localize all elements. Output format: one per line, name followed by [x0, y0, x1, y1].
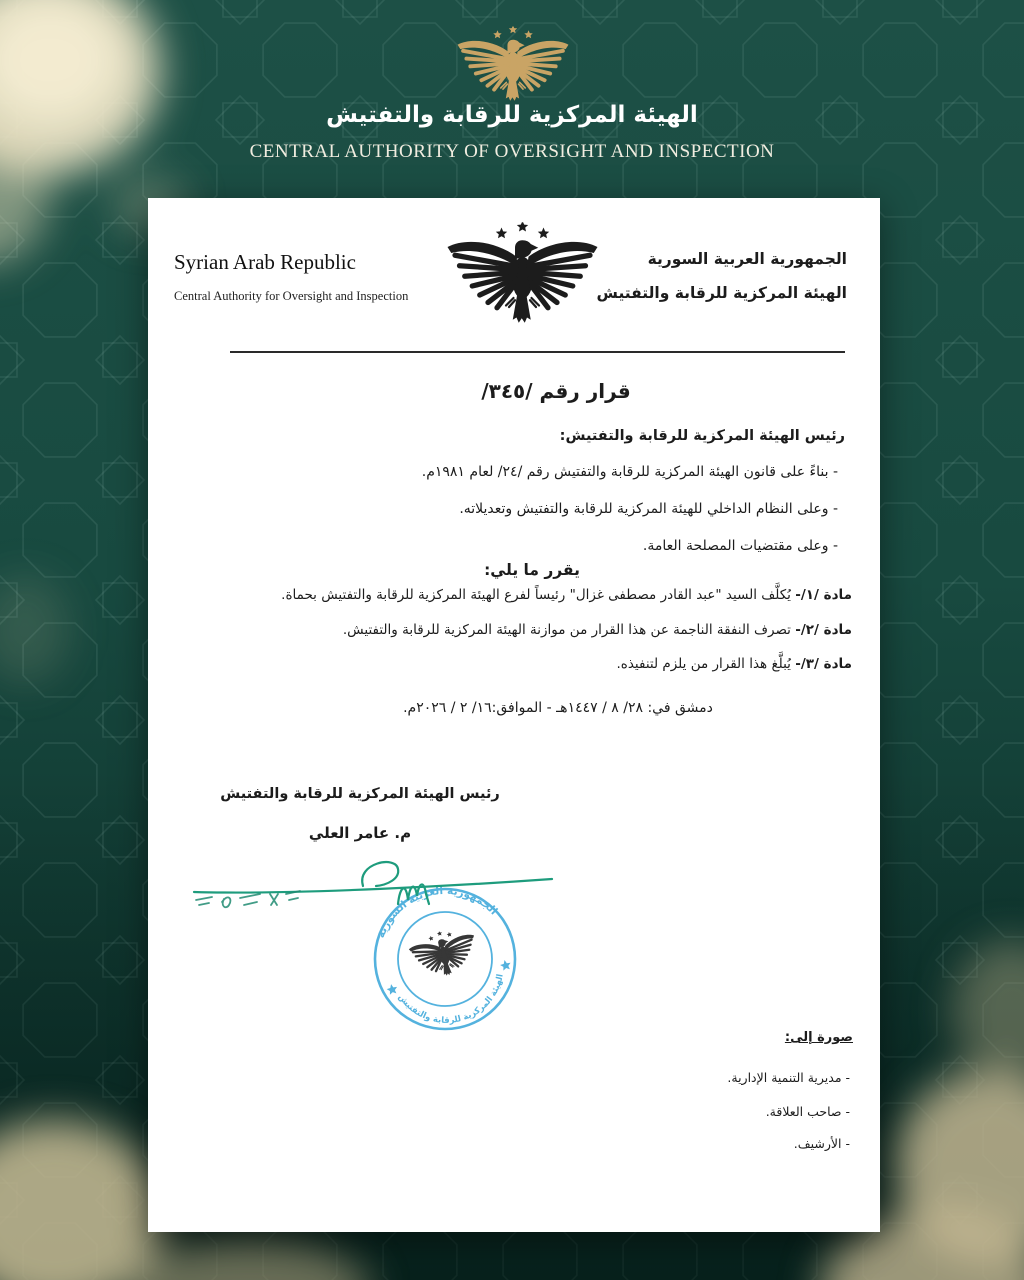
banner-org-name-arabic: الهيئة المركزية للرقابة والتفتيش: [326, 102, 698, 128]
article-label: مادة /٢/-: [795, 622, 852, 638]
signatory-name: م. عامر العلي: [308, 824, 412, 842]
article-row: [281, 587, 852, 603]
preamble-item: - وعلى مقتضيات المصلحة العامة.: [642, 538, 838, 554]
banner-eagle-icon: [452, 26, 574, 110]
article-text: تصرف النفقة الناجمة عن هذا القرار من موازنة الهيئة المركزية للرقابة والتفتيش.: [342, 622, 791, 638]
copies-item: - صاحب العلاقة.: [765, 1104, 850, 1119]
stamp-top-text: الجمهورية العربية السورية: [374, 884, 500, 940]
preamble-item: - وعلى النظام الداخلي للهيئة المركزية للرقابة والتفتيش وتعديلاته.: [459, 501, 838, 517]
letterhead-divider: [230, 351, 845, 353]
signature-scribble: [178, 848, 578, 943]
decision-title: قرار رقم /٣٤٥/: [481, 379, 631, 403]
copies-heading: صورة إلى:: [784, 1030, 853, 1045]
copies-item: - الأرشيف.: [793, 1136, 850, 1151]
letterhead-country-en: Syrian Arab Republic: [174, 250, 356, 274]
letterhead-org-en: Central Authority for Oversight and Inspection: [174, 289, 409, 303]
letterhead-right-block: [597, 242, 847, 310]
decree-intro: يقرر ما يلي:: [484, 561, 580, 579]
preamble-item: - بناءً على قانون الهيئة المركزية للرقابة والتفتيش رقم /٢٤/ لعام ١٩٨١م.: [421, 464, 838, 480]
date-line: دمشق في: ٢٨/ ٨ / ١٤٤٧هـ - الموافق:١٦/ ٢ / ٢٠٢٦م.: [403, 700, 713, 716]
banner-org-name-english: CENTRAL AUTHORITY OF OVERSIGHT AND INSPECTION: [249, 141, 775, 162]
letterhead-eagle-icon: [440, 222, 605, 335]
signature-block: [178, 786, 542, 842]
article-label: مادة /١/-: [795, 587, 852, 603]
letterhead-left-block: [174, 250, 474, 304]
svg-text:الهيئة المركزية للرقابة والتفت: [395, 971, 514, 1036]
letterhead-org-ar: الهيئة المركزية للرقابة والتفتيش: [596, 284, 847, 302]
article-text: يُكلَّف السيد "عبد القادر مصطفى غزال" رئيساً لفرع الهيئة المركزية للرقابة والتفتيش بحماة.: [281, 587, 791, 603]
signatory-title: رئيس الهيئة المركزية للرقابة والتفتيش: [220, 786, 500, 802]
copies-item: - مديرية التنمية الإدارية.: [727, 1070, 850, 1085]
article-row: [616, 656, 852, 672]
article-label: مادة /٣/-: [795, 656, 852, 672]
article-row: [343, 622, 852, 638]
issuer-heading: رئيس الهيئة المركزية للرقابة والتفتيش:: [559, 428, 845, 444]
decision-document: [148, 198, 880, 1232]
letterhead-country-ar: الجمهورية العربية السورية: [647, 250, 847, 268]
article-text: يُبلَّغ هذا القرار من يلزم لتنفيذه.: [616, 656, 791, 672]
stamp-bottom-text: الهيئة المركزية للرقابة والتفتيش: [395, 973, 506, 1026]
